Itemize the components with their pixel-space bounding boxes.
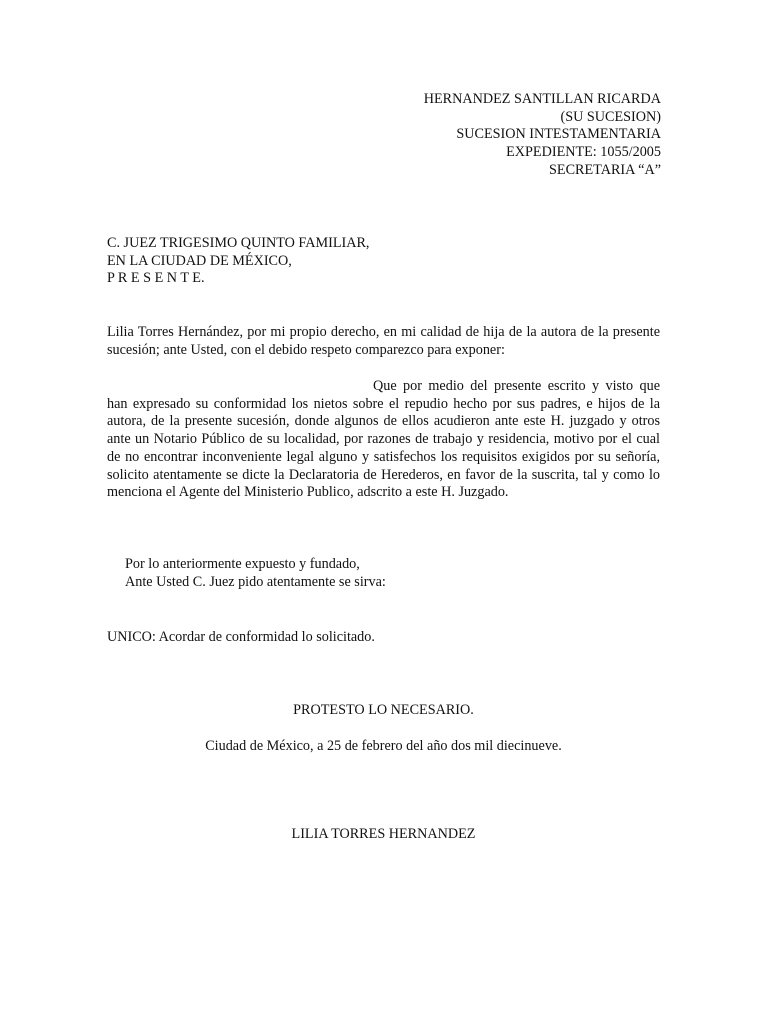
case-header [424, 91, 661, 180]
date-line: Ciudad de México, a 25 de febrero del año dos mil diecinueve. [205, 738, 562, 754]
header-case-type: SUCESION INTESTAMENTARIA [456, 126, 661, 143]
header-succession-note: (SU SUCESION) [560, 108, 661, 125]
addressee-block [107, 235, 369, 288]
protesto-line: PROTESTO LO NECESARIO. [293, 702, 474, 718]
intro-paragraph: Lilia Torres Hernández, por mi propio derecho, en mi calidad de hija de la autora de la presente sucesión; ante Usted, con el debido respeto comparezco para exponer: [107, 324, 660, 358]
header-party-name: HERNANDEZ SANTILLAN RICARDA [423, 91, 661, 107]
header-secretariat: SECRETARIA “A” [549, 161, 661, 178]
addressee-judge: C. JUEZ TRIGESIMO QUINTO FAMILIAR, [107, 235, 370, 251]
request-paragraph: Que por medio del presente escrito y visto que han expresado su conformidad los nietos sobre el repudio hecho por sus padres, e hijos de la autora, de la presente sucesión, donde algunos de ellos acudieron ante este H. juzgado y otros ante un Notario Público de su localidad, por razones de trabajo y residencia, motivo por el cual de no encontrar inconveniente legal alguno y satisfechos los requisitos exigidos por su señoría, solicito atentamente se dicte la Declaratoria de Herederos, en favor de la suscrita, tal y como lo menciona el Agente del Ministerio Publico, adscrito a este H. Juzgado. [107, 378, 660, 501]
closing-block [125, 556, 386, 591]
signature-name: LILIA TORRES HERNANDEZ [291, 826, 476, 842]
unico-petition: UNICO: Acordar de conformidad lo solicitado. [107, 629, 375, 645]
header-case-number: EXPEDIENTE: 1055/2005 [506, 144, 661, 161]
closing-line-2: Ante Usted C. Juez pido atentamente se sirva: [125, 573, 386, 590]
addressee-city: EN LA CIUDAD DE MÉXICO, [107, 252, 292, 269]
closing-line-1: Por lo anteriormente expuesto y fundado, [125, 556, 360, 572]
addressee-presente: P R E S E N T E. [107, 270, 205, 287]
